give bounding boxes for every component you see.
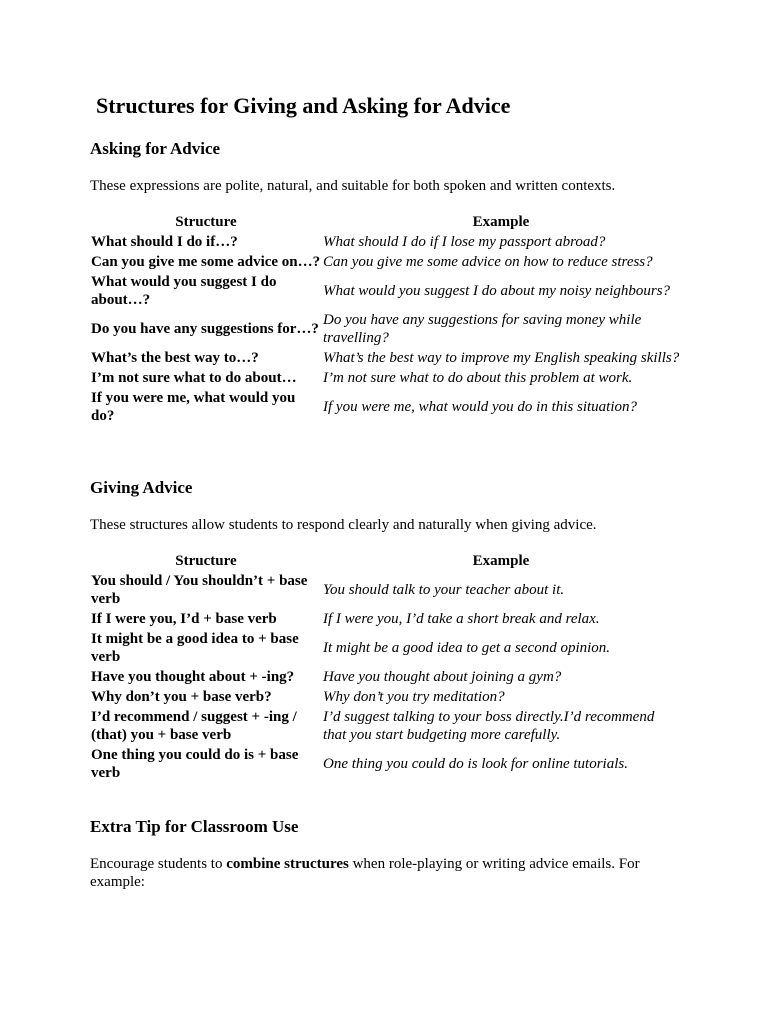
giving-table [90,552,680,784]
table-header-row [90,213,680,233]
example-cell: You should talk to your teacher about it. [323,582,565,598]
structure-cell: If I were you, I’d + base verb [91,611,277,627]
tip-text-end: when role-playing or writing advice emails. For example: [90,856,640,890]
example-cell: One thing you could do is look for online tutorials. [323,756,628,772]
structure-cell: Why don’t you + base verb? [91,689,272,705]
section-heading-asking: Asking for Advice [90,139,221,158]
section-intro-asking: These expressions are polite, natural, and suitable for both spoken and written contexts. [90,178,616,194]
structure-cell: Do you have any suggestions for…? [91,321,319,337]
example-cell: If you were me, what would you do in this situation? [323,399,638,415]
structure-cell: If you were me, what would you do? [91,390,296,424]
table-header-row [90,552,680,572]
example-cell: What’s the best way to improve my English speaking skills? [323,350,680,366]
table-row [90,311,680,349]
section-intro-giving: These structures allow students to respond clearly and naturally when giving advice. [90,517,597,533]
table-row [90,349,680,369]
table-row [90,233,680,253]
section-heading-tip: Extra Tip for Classroom Use [90,817,299,836]
example-cell: It might be a good idea to get a second opinion. [323,640,611,656]
structure-cell: Can you give me some advice on…? [91,254,321,270]
example-cell: I’d suggest talking to your boss directly.I’d recommend that you start budgeting more carefully. [323,709,655,743]
tip-emphasis: combine structures [226,856,349,872]
example-cell: What should I do if I lose my passport abroad? [323,234,606,250]
example-cell: If I were you, I’d take a short break and relax. [323,611,600,627]
structure-cell: Have you thought about + -ing? [91,669,295,685]
structure-cell: I’d recommend / suggest + -ing / (that) you + base verb [91,709,297,743]
structure-cell: What would you suggest I do about…? [91,274,277,308]
structure-cell: I’m not sure what to do about… [91,370,297,386]
structure-cell: What’s the best way to…? [91,350,259,366]
structure-cell: What should I do if…? [91,234,238,250]
example-cell: What would you suggest I do about my noisy neighbours? [323,283,671,299]
table-row [90,688,680,708]
structure-cell: One thing you could do is + base verb [91,747,299,781]
table-row [90,369,680,389]
table-row [90,630,680,668]
section-heading-giving: Giving Advice [90,478,193,497]
table-row [90,610,680,630]
column-header-example: Example [472,553,530,569]
column-header-structure: Structure [175,553,237,569]
column-header-structure: Structure [175,214,237,230]
table-row [90,708,680,746]
example-cell: I’m not sure what to do about this problem at work. [323,370,633,386]
example-cell: Do you have any suggestions for saving money while travelling? [323,312,642,346]
table-row [90,389,680,427]
table-row [90,572,680,610]
column-header-example: Example [472,214,530,230]
tip-paragraph [90,855,670,891]
table-row [90,746,680,784]
tip-text-start: Encourage students to [90,856,227,872]
example-cell: Why don’t you try meditation? [323,689,505,705]
page-title: Structures for Giving and Asking for Advice [96,93,511,118]
example-cell: Have you thought about joining a gym? [323,669,562,685]
asking-table [90,213,680,427]
example-cell: Can you give me some advice on how to reduce stress? [323,254,653,270]
structure-cell: It might be a good idea to + base verb [91,631,299,665]
table-row [90,668,680,688]
table-row [90,253,680,273]
table-row [90,273,680,311]
structure-cell: You should / You shouldn’t + base verb [91,573,308,607]
